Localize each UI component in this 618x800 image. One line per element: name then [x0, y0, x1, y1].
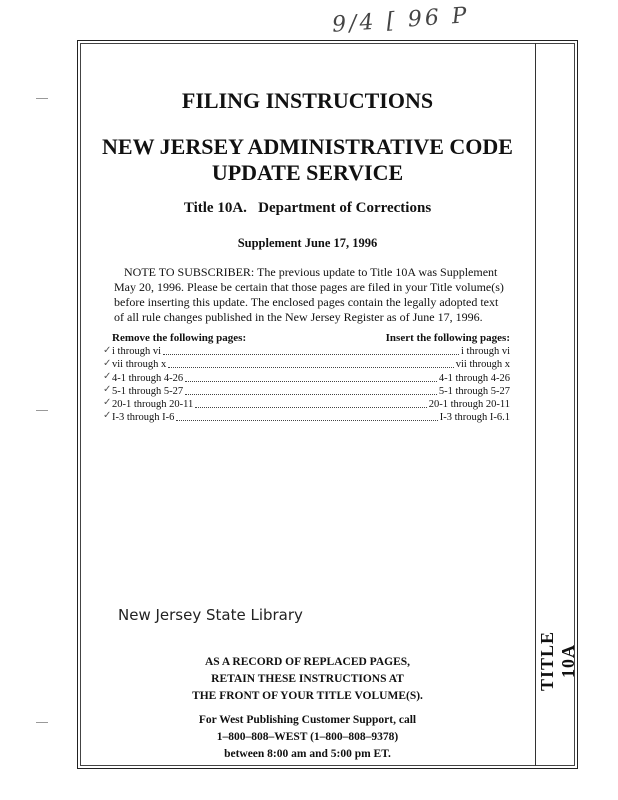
list-header	[112, 332, 510, 344]
remove-pages: 4-1 through 4-26	[112, 372, 184, 384]
hole-punch-mark	[36, 410, 48, 411]
retain-line: AS A RECORD OF REPLACED PAGES,	[204, 656, 411, 668]
handwritten-check-icon: ✓	[103, 410, 112, 421]
code-title	[80, 134, 535, 186]
handwritten-check-icon: ✓	[103, 384, 112, 395]
insert-pages: I-3 through I-6.1	[439, 412, 510, 424]
code-title-line: UPDATE SERVICE	[211, 160, 404, 185]
support-hours: between 8:00 am and 5:00 pm ET.	[224, 748, 391, 760]
remove-pages: i through vi	[112, 346, 161, 358]
hole-punch-mark	[36, 722, 48, 723]
insert-pages: i through vi	[461, 346, 510, 358]
insert-pages: 20-1 through 20-11	[428, 398, 510, 410]
remove-pages: 20-1 through 20-11	[112, 398, 194, 410]
code-title-line: NEW JERSEY ADMINISTRATIVE CODE	[102, 134, 513, 159]
remove-pages: vii through x	[112, 359, 167, 371]
dot-leader	[185, 381, 437, 382]
insert-pages: 5-1 through 5-27	[438, 385, 510, 397]
retain-line: RETAIN THESE INSTRUCTIONS AT	[211, 673, 404, 685]
library-stamp: New Jersey State Library	[118, 606, 303, 624]
remove-header: Remove the following pages:	[112, 332, 247, 344]
dot-leader	[176, 420, 437, 421]
handwritten-check-icon: ✓	[103, 371, 112, 382]
hole-punch-mark	[36, 98, 48, 99]
handwritten-check-icon: ✓	[103, 358, 112, 369]
handwritten-check-icon: ✓	[103, 397, 112, 408]
spine-divider	[535, 43, 536, 766]
remove-pages: 5-1 through 5-27	[112, 385, 184, 397]
dot-leader	[163, 354, 459, 355]
list-item	[112, 371, 510, 384]
remove-pages: I-3 through I-6	[112, 412, 175, 424]
list-item	[112, 358, 510, 371]
page-heading: FILING INSTRUCTIONS	[181, 88, 434, 113]
handwritten-date-note: 9/4 [ 96 P	[331, 3, 471, 38]
retain-line: THE FRONT OF YOUR TITLE VOLUME(S).	[192, 690, 423, 702]
page-replacement-list	[112, 332, 510, 424]
dot-leader	[195, 407, 426, 408]
retain-instructions	[80, 654, 535, 705]
spine-label: TITLE 10A	[537, 630, 578, 692]
dot-leader	[185, 394, 437, 395]
subscriber-note-text: NOTE TO SUBSCRIBER: The previous update to Title 10A was Supplement May 20, 1996. Please be certain that those pages are filed in your Title volume(s) before inserting this update. The enclosed pages contain the legally adopted text of all rule changes published in the New Jersey Register as of June 17, 1996.	[114, 265, 504, 324]
list-item	[112, 385, 510, 398]
customer-support	[80, 712, 535, 763]
handwritten-check-icon: ✓	[103, 345, 112, 356]
list-item	[112, 398, 510, 411]
insert-pages: vii through x	[455, 359, 510, 371]
support-phone: 1–800–808–WEST (1–800–808–9378)	[216, 731, 399, 743]
insert-pages: 4-1 through 4-26	[438, 372, 510, 384]
list-item	[112, 411, 510, 424]
insert-header: Insert the following pages:	[385, 332, 510, 344]
list-item	[112, 345, 510, 358]
support-line: For West Publishing Customer Support, call	[198, 714, 417, 726]
subscriber-note	[114, 265, 506, 325]
title-department: Title 10A. Department of Corrections	[183, 200, 432, 216]
supplement-date: Supplement June 17, 1996	[237, 236, 378, 250]
dot-leader	[168, 367, 454, 368]
